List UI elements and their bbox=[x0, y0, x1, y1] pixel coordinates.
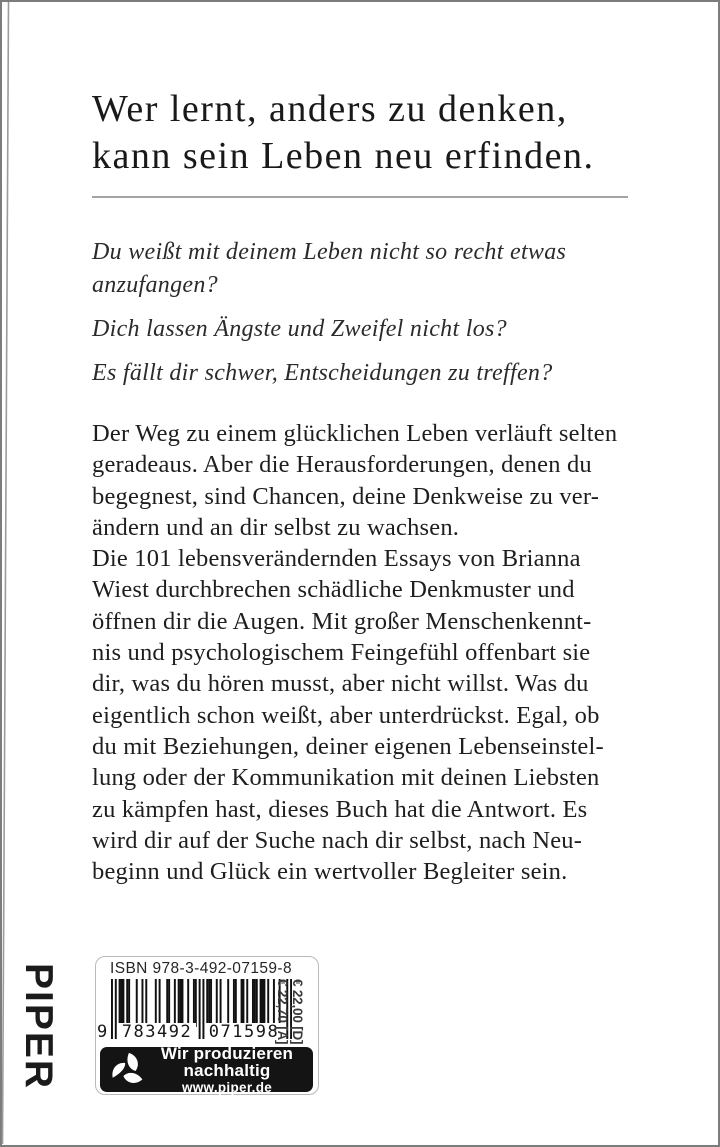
book-left-edge-line bbox=[3, 2, 9, 1144]
blurb-line: geradeaus. Aber die Herausforderungen, denen du bbox=[92, 451, 592, 479]
ean13-barcode bbox=[97, 979, 292, 1043]
blurb-line: wird dir auf der Suche nach dir selbst, nach Neu- bbox=[92, 826, 583, 854]
barcode-digit-first: 9 bbox=[97, 1022, 108, 1042]
question-3 bbox=[92, 357, 652, 390]
blurb-line: beginn und Glück ein wertvoller Begleiter sein. bbox=[92, 858, 568, 886]
price-lines bbox=[273, 979, 305, 1051]
blurb-line: dir, was du hören musst, aber nicht willst. Was du bbox=[92, 670, 589, 698]
blurb-paragraph bbox=[92, 418, 652, 887]
divider-rule bbox=[92, 196, 628, 198]
price-austria: € 22,70 [A] bbox=[275, 979, 290, 1045]
headline bbox=[92, 86, 652, 180]
blurb-line: zu kämpfen hast, dieses Buch hat die Antwort. Es bbox=[92, 795, 588, 823]
blurb-line: Der Weg zu einem glücklichen Leben verläuft selten bbox=[92, 420, 618, 447]
question-1 bbox=[92, 236, 652, 302]
sustainability-line-1: Wir produzieren bbox=[160, 1043, 294, 1063]
question-3-line-1: Es fällt dir schwer, Entscheidungen zu treffen? bbox=[92, 360, 553, 386]
question-2 bbox=[92, 313, 652, 346]
question-1-line-1: Du weißt mit deinem Leben nicht so recht etwas bbox=[92, 239, 567, 265]
headline-line-2: kann sein Leben neu erfinden. bbox=[92, 135, 595, 177]
question-2-line-1: Dich lassen Ängste und Zweifel nicht los? bbox=[92, 316, 507, 342]
recycle-leaves-icon bbox=[109, 1051, 147, 1089]
blurb-line: ändern und an dir selbst zu wachsen. bbox=[92, 513, 460, 541]
blurb-line: Die 101 lebensverändernden Essays von Brianna bbox=[92, 545, 581, 573]
teaser-questions bbox=[92, 236, 652, 401]
headline-line-1: Wer lernt, anders zu denken, bbox=[92, 88, 568, 130]
question-1-line-2: anzufangen? bbox=[92, 272, 218, 298]
blurb-line: eigentlich schon weißt, aber unterdrückst. Egal, ob bbox=[92, 701, 600, 729]
publisher-logo bbox=[16, 963, 60, 1093]
price-block bbox=[273, 979, 305, 1051]
blurb-line: du mit Beziehungen, deiner eigenen Lebenseinstel- bbox=[92, 732, 604, 760]
blurb-line: nis und psychologischem Feingefühl offenbart sie bbox=[92, 639, 591, 667]
price-germany: € 22,00 [D] bbox=[290, 979, 305, 1045]
isbn-text: ISBN 978-3-492-07159-8 bbox=[110, 960, 292, 977]
barcode-digits-right: 071598 bbox=[205, 1023, 283, 1042]
blurb-line: begegnest, sind Chancen, deine Denkweise zu ver- bbox=[92, 482, 600, 510]
barcode-digits-left: 783492 bbox=[118, 1023, 196, 1042]
sustainability-line-2: nachhaltig bbox=[183, 1061, 271, 1080]
publisher-logo-text: PIPER bbox=[17, 963, 60, 1091]
blurb-line: Wiest durchbrechen schädliche Denkmuster und bbox=[92, 576, 575, 604]
blurb-line: lung oder der Kommunikation mit deinen Liebsten bbox=[92, 764, 600, 792]
blurb-line: öffnen dir die Augen. Mit großer Menschenkennt- bbox=[92, 607, 592, 635]
isbn-barcode-label bbox=[95, 956, 319, 1095]
sustainability-badge bbox=[100, 1043, 313, 1095]
sustainability-text bbox=[147, 1045, 313, 1095]
publisher-url: www.piper.de bbox=[181, 1079, 273, 1095]
